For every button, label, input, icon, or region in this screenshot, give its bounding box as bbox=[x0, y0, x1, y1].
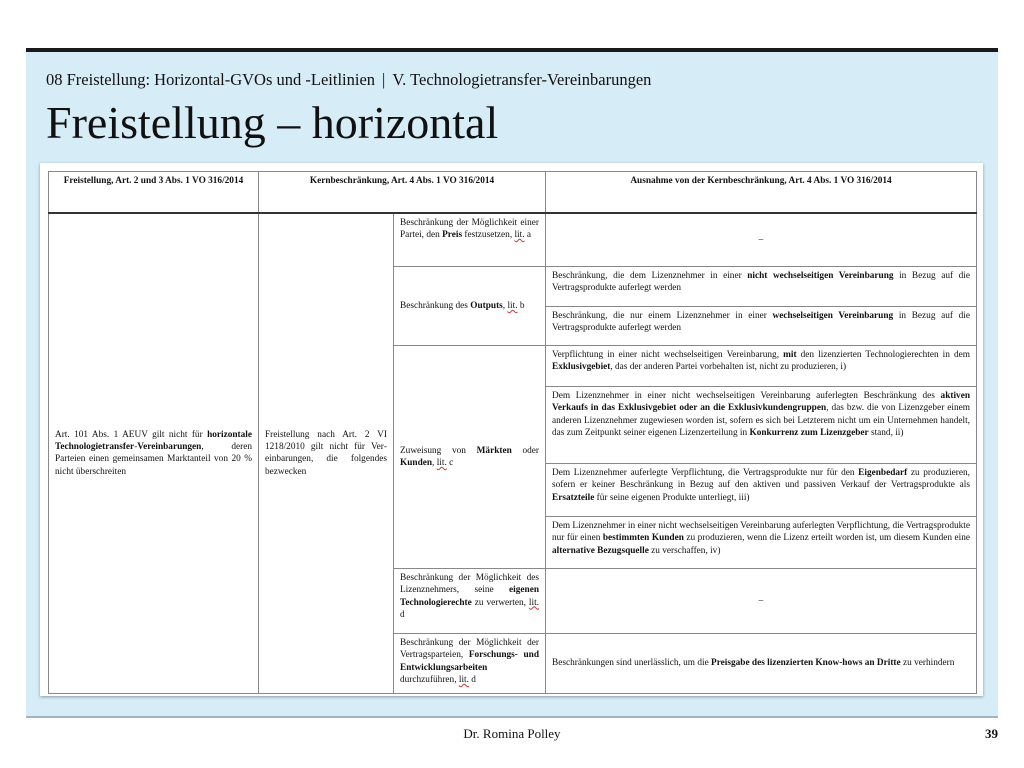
restriction-price: Beschränkung der Möglichkeit einer Partei, den Preis festzusetzen, lit. a bbox=[394, 213, 546, 267]
breadcrumb-section: 08 Freistellung: Horizontal-GVOs und -Leitlinien bbox=[46, 70, 376, 89]
exception-markets-iv: Dem Lizenznehmer in einer nicht wechselseitigen Vereinbarung auferlegten Verpflichtung, die Vertragsprodukte nur für einen bestimmten Kunden zu produzieren, wenn die Lizenz erteilt worden ist, um diesem Kunden eine alternative Bezugsquelle zu verschaffen, iv) bbox=[546, 517, 977, 569]
footer-divider bbox=[26, 716, 998, 718]
exception-output-non-reciprocal: Beschränkung, die dem Lizenznehmer in einer nicht wechselseitigen Vereinbarung in Bezug auf die Vertragsprodukte auferlegt werden bbox=[546, 267, 977, 307]
exception-markets-i: Verpflichtung in einer nicht wechselseitigen Vereinbarung, mit den lizenzierten Technologierechten in dem Exklusivgebiet, das der anderen Partei vorbehalten ist, nicht zu produzieren, i) bbox=[546, 346, 977, 387]
header-hardcore-restriction: Kernbeschränkung, Art. 4 Abs. 1 VO 316/2014 bbox=[259, 172, 546, 213]
table-header-row bbox=[49, 172, 977, 213]
footer-author: Dr. Romina Polley bbox=[463, 726, 561, 741]
exemption-table bbox=[48, 171, 977, 694]
document-excerpt bbox=[40, 163, 983, 696]
restriction-own-technology: Beschränkung der Möglichkeit des Lizenznehmers, seine eigenen Technologierechte zu verwerten, lit. d bbox=[394, 569, 546, 634]
exception-research: Beschränkungen sind unerlässlich, um die Preisgabe des lizenzierten Know-hows an Dritte zu verhindern bbox=[546, 634, 977, 694]
page-number: 39 bbox=[985, 726, 998, 741]
exception-output-reciprocal: Beschränkung, die nur einem Lizenznehmer in einer wechselseitigen Vereinbarung in Bezug auf die Vertragsprodukte auferlegt werden bbox=[546, 307, 977, 346]
exception-markets-iii: Dem Lizenznehmer auferlegte Verpflichtung, die Vertragsprodukte nur für den Eigenbedarf zu produzieren, sofern er keiner Beschränkung in Bezug auf den aktiven und passiven Verkauf der Vertragsprodukte als Ersatzteile für seine eigenen Produkte unterliegt, iii) bbox=[546, 464, 977, 517]
header-exemption: Freistellung, Art. 2 und 3 Abs. 1 VO 316/2014 bbox=[49, 172, 259, 213]
exception-markets-ii: Dem Lizenznehmer in einer nicht wechselseitigen Vereinbarung auferlegten Beschränkung des aktiven Verkaufs in das Exklusivgebiet oder an die Exklusivkundengruppen, das bzw. die von Lizenzgeber einem anderen Lizenznehmer zugewiesen worden ist, sofern es sich bei Letzterem nicht um ein Unternehmen handelt, das zum Zeitpunkt seiner eigenen Lizenzerteilung in Konkurrenz zum Lizenzgeber stand, ii) bbox=[546, 387, 977, 464]
exception-technology-none: – bbox=[546, 569, 977, 634]
table-row-price bbox=[49, 213, 977, 267]
restriction-output: Beschränkung des Outputs, lit. b bbox=[394, 267, 546, 346]
restriction-markets: Zuweisung von Märkten oder Kunden, lit. c bbox=[394, 346, 546, 569]
breadcrumb-subsection: V. Technologietransfer-Vereinbarungen bbox=[392, 70, 652, 89]
restriction-research: Beschränkung der Möglichkeit der Vertragsparteien, Forschungs- und Entwicklungsarbeiten durchzuführen, lit. d bbox=[394, 634, 546, 694]
header-exception: Ausnahme von der Kernbeschränkung, Art. 4 Abs. 1 VO 316/2014 bbox=[546, 172, 977, 213]
slide-title: Freistellung – horizontal bbox=[46, 97, 499, 148]
breadcrumb-separator: | bbox=[382, 70, 386, 89]
breadcrumb bbox=[46, 70, 651, 90]
regulation-cell: Freistellung nach Art. 2 VI 1218/2010 gilt nicht für Vereinbarungen, die folgendes bezwecken bbox=[259, 213, 394, 694]
exception-price-none: – bbox=[546, 213, 977, 267]
exemption-cell: Art. 101 Abs. 1 AEUV gilt nicht für horizontale Technologietransfer-Vereinbarungen, deren Parteien einen gemeinsamen Marktanteil von 20 % nicht überschreiten bbox=[49, 213, 259, 694]
